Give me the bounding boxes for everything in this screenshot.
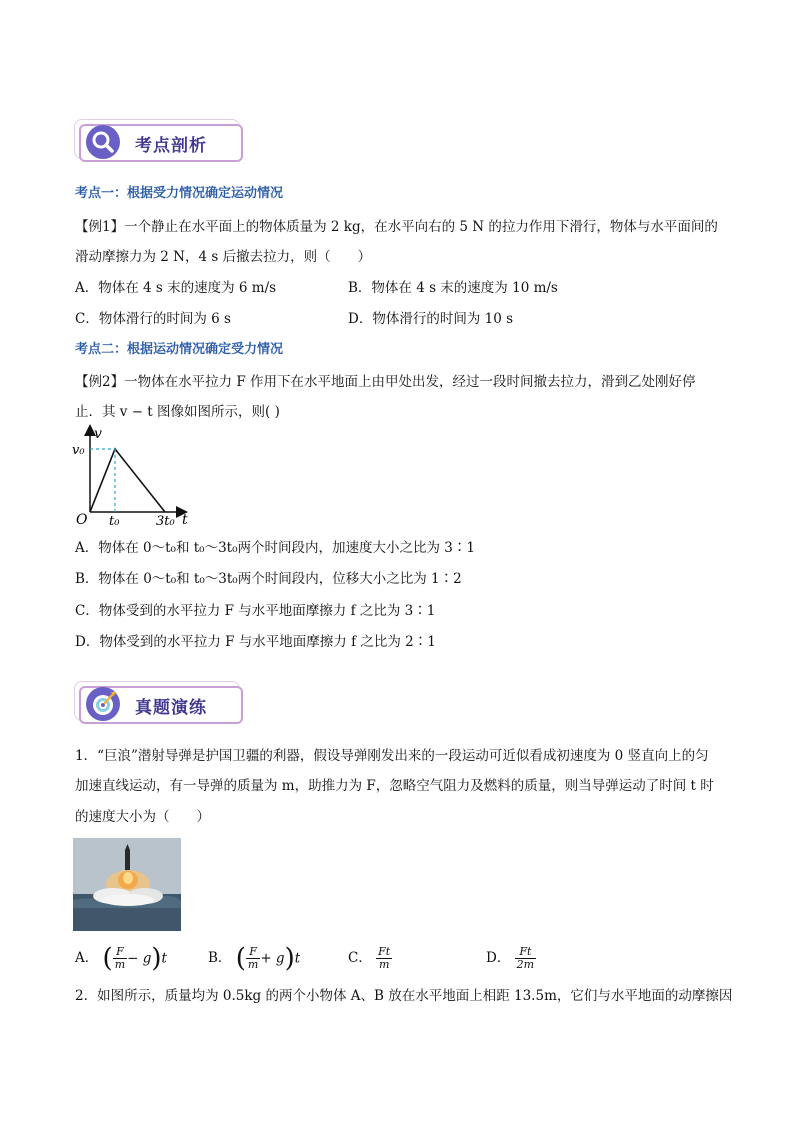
example2-option-a: A．物体在 0～t₀和 t₀～3t₀两个时间段内，加速度大小之比为 3∶1: [75, 540, 475, 556]
question1-option-a: A． ( $\frac{F}{m}$ − g)t: [75, 943, 167, 974]
example2-line2: 止．其 v − t 图像如图所示，则( ): [75, 404, 280, 420]
question1-line1: 1．“巨浪”潜射导弹是护国卫疆的利器，假设导弹刚发出来的一段运动可近似看成初速度为 0 竖直向上的匀: [75, 748, 709, 764]
example1-option-c: C．物体滑行的时间为 6 s: [75, 311, 231, 327]
t0-label: t₀: [109, 514, 120, 529]
section-banner-practice: [73, 680, 245, 726]
question1-line3: 的速度大小为（ ）: [75, 809, 210, 825]
example1-line1: 【例1】一个静止在水平面上的物体质量为 2 kg，在水平向右的 5 N 的拉力作用下滑行，物体与水平面间的: [75, 219, 718, 235]
example1-option-b: B．物体在 4 s 末的速度为 10 m/s: [348, 280, 558, 296]
banner-title: 考点剖析: [135, 136, 207, 156]
missile-launch-photo: [73, 838, 181, 931]
v0-label: v₀: [72, 443, 85, 458]
magnifier-icon: [85, 124, 121, 160]
question1-option-d: D． $\frac{Ft}{2m}$: [486, 945, 535, 971]
question1-line2: 加速直线运动，有一导弹的质量为 m，助推力为 F，忽略空气阻力及燃料的质量，则当导弹运动了时间 t 时: [75, 778, 714, 794]
section-banner-analysis: [73, 118, 245, 164]
question1-option-b: B． ( $\frac{F}{m}$ + g)t: [208, 943, 301, 974]
example2-option-b: B．物体在 0～t₀和 t₀～3t₀两个时间段内，位移大小之比为 1∶2: [75, 571, 462, 587]
example2-line1: 【例2】一物体在水平拉力 F 作用下在水平地面上由甲处出发，经过一段时间撤去拉力，滑到乙处刚好停: [75, 374, 696, 390]
example1-option-d: D．物体滑行的时间为 10 s: [348, 311, 514, 327]
target-icon: [85, 686, 121, 722]
topic-heading-1: 考点一：根据受力情况确定运动情况: [75, 186, 284, 201]
3t0-label: 3t₀: [156, 514, 175, 529]
example1-option-a: A．物体在 4 s 末的速度为 6 m/s: [75, 280, 277, 296]
origin-label: O: [76, 512, 88, 528]
question2-line1: 2．如图所示，质量均为 0.5kg 的两个小物体 A、B 放在水平地面上相距 13.5m，它们与水平地面的动摩擦因: [75, 988, 733, 1004]
v-label: v: [94, 426, 102, 442]
question1-option-c: C． $\frac{Ft}{m}$: [348, 945, 391, 971]
example1-line2: 滑动摩擦力为 2 N，4 s 后撤去拉力，则（ ）: [75, 249, 372, 265]
t-label: t: [182, 512, 188, 528]
vt-curve: [90, 449, 165, 512]
example2-option-d: D．物体受到的水平拉力 F 与水平地面摩擦力 f 之比为 2∶1: [75, 634, 436, 650]
vt-graph: [70, 424, 200, 532]
topic-heading-2: 考点二：根据运动情况确定受力情况: [75, 342, 284, 357]
banner-title: 真题演练: [135, 698, 207, 718]
example2-option-c: C．物体受到的水平拉力 F 与水平地面摩擦力 f 之比为 3∶1: [75, 603, 436, 619]
